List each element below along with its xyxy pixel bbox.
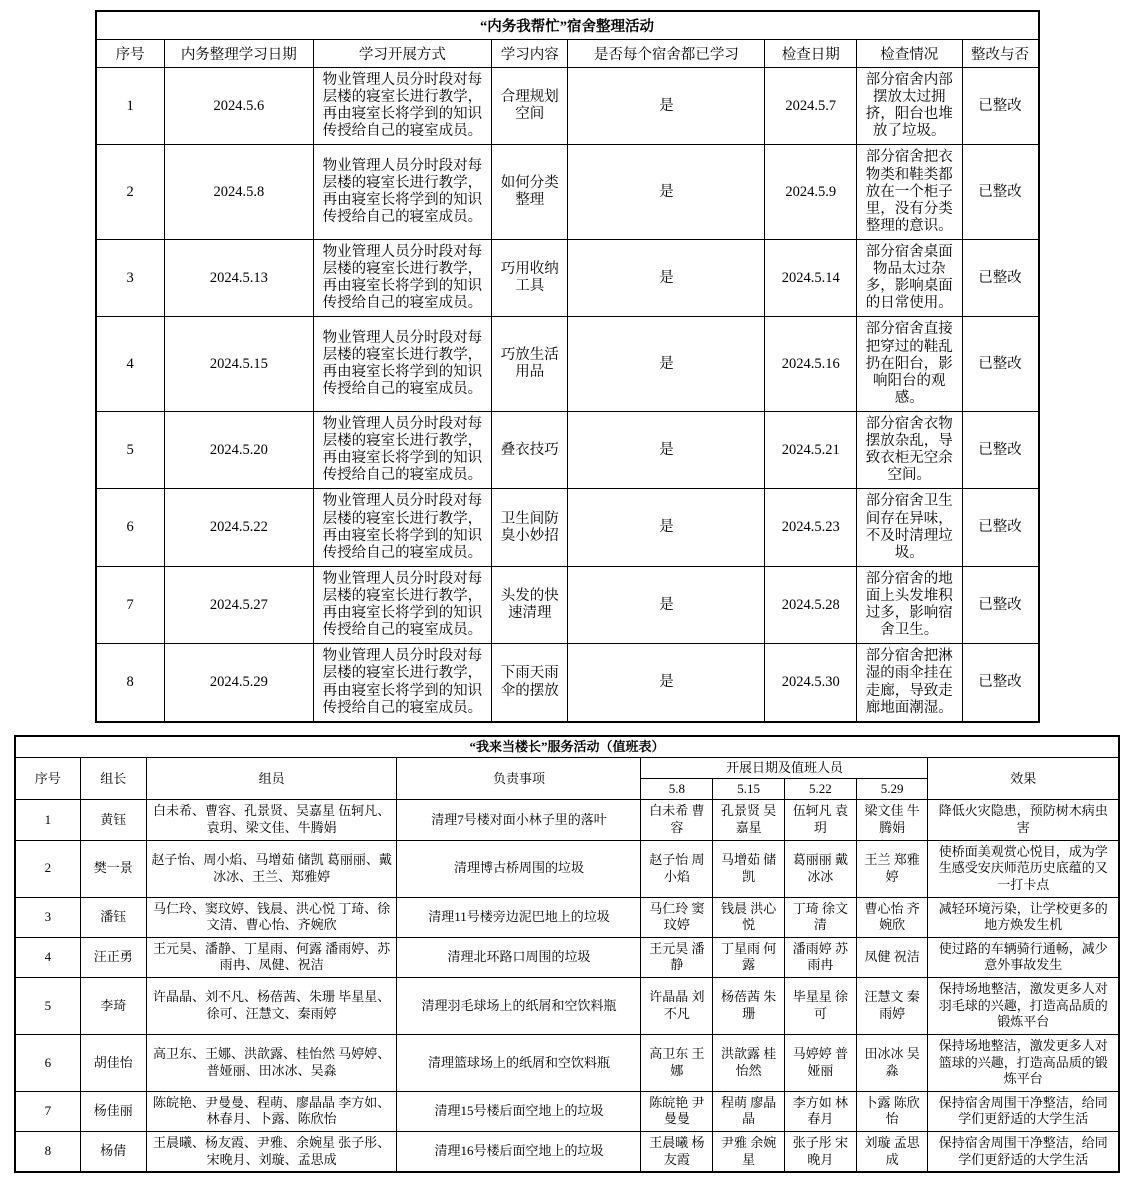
- table-row: [15, 1034, 1119, 1091]
- cell-duty-date-3: 丁琦 徐文清: [784, 897, 856, 937]
- cell-check-date: 2024.5.28: [765, 566, 856, 643]
- cell-content: 巧放生活用品: [492, 317, 568, 412]
- cell-duty-date-4: 曹心怡 齐婉欣: [856, 897, 928, 937]
- cell-rectified: 已整改: [962, 68, 1038, 145]
- cell-duty-date-1: 高卫东 王娜: [641, 1034, 713, 1091]
- cell-study-date: 2024.5.6: [164, 68, 313, 145]
- cell-members: 高卫东、王娜、洪歆露、桂怡然 马婷婷、普娅丽、田冰冰、吴淼: [146, 1034, 397, 1091]
- cell-leader: 杨倩: [80, 1132, 146, 1173]
- cell-content: 卫生间防臭小妙招: [492, 489, 568, 566]
- table-row: [96, 145, 1039, 240]
- cell-method: 物业管理人员分时段对每层楼的寝室长进行教学，再由寝室长将学到的知识传授给自己的寝室成员。: [313, 239, 491, 316]
- cell-rectified: 已整改: [962, 644, 1038, 722]
- cell-effect: 保持场地整洁，激发更多人对羽毛球的兴趣，打造高品质的锻炼平台: [928, 978, 1119, 1035]
- cell-no: 4: [96, 317, 165, 412]
- table-row: [15, 1091, 1119, 1131]
- cell-duty-date-4: 卜露 陈欣怡: [856, 1091, 928, 1131]
- header-duty: 负责事项: [397, 757, 641, 800]
- cell-rectified: 已整改: [962, 411, 1038, 488]
- cell-duty: 清理篮球场上的纸屑和空饮料瓶: [397, 1034, 641, 1091]
- cell-leader: 李琦: [80, 978, 146, 1035]
- cell-no: 4: [15, 937, 80, 977]
- cell-leader: 樊一景: [80, 840, 146, 897]
- header-no: 序号: [96, 40, 165, 68]
- cell-no: 1: [15, 800, 80, 840]
- cell-no: 5: [96, 411, 165, 488]
- table2-header-row-1: [15, 757, 1119, 778]
- cell-all-learned: 是: [568, 68, 765, 145]
- cell-check-result: 部分宿舍直接把穿过的鞋乱扔在阳台，影响阳台的观感。: [856, 317, 962, 412]
- cell-duty-date-4: 王兰 郑雅婷: [856, 840, 928, 897]
- table2-title: “我来当楼长”服务活动（值班表）: [15, 736, 1119, 758]
- cell-check-result: 部分宿舍衣物摆放杂乱，导致衣柜无空余空间。: [856, 411, 962, 488]
- cell-leader: 杨佳丽: [80, 1091, 146, 1131]
- cell-duty-date-2: 尹雅 余婉星: [713, 1132, 785, 1173]
- cell-members: 王元昊、潘静、丁星雨、何露 潘雨婷、苏雨冉、凤健、祝洁: [146, 937, 397, 977]
- cell-check-date: 2024.5.16: [765, 317, 856, 412]
- header-date-5-22: 5.22: [784, 779, 856, 800]
- cell-effect: 保持宿舍周围干净整洁，给同学们更舒适的大学生活: [928, 1132, 1119, 1173]
- table2-title-row: [15, 736, 1119, 758]
- table-row: [15, 1132, 1119, 1173]
- table-row: [96, 566, 1039, 643]
- cell-duty-date-4: 汪慧文 秦雨婷: [856, 978, 928, 1035]
- cell-check-result: 部分宿舍桌面物品太过杂多，影响桌面的日常使用。: [856, 239, 962, 316]
- cell-duty-date-3: 张子彤 宋晚月: [784, 1132, 856, 1173]
- header-check-result: 检查情况: [856, 40, 962, 68]
- cell-no: 2: [15, 840, 80, 897]
- cell-all-learned: 是: [568, 644, 765, 722]
- cell-content: 巧用收纳工具: [492, 239, 568, 316]
- cell-duty-date-2: 洪歆露 桂怡然: [713, 1034, 785, 1091]
- cell-method: 物业管理人员分时段对每层楼的寝室长进行教学，再由寝室长将学到的知识传授给自己的寝室成员。: [313, 411, 491, 488]
- cell-duty-date-4: 梁文佳 牛腾娟: [856, 800, 928, 840]
- header-no: 序号: [15, 757, 80, 800]
- cell-check-result: 部分宿舍把淋湿的雨伞挂在走廊，导致走廊地面潮湿。: [856, 644, 962, 722]
- cell-no: 7: [96, 566, 165, 643]
- table-row: [15, 937, 1119, 977]
- cell-duty-date-4: 田冰冰 吴淼: [856, 1034, 928, 1091]
- cell-content: 下雨天雨伞的摆放: [492, 644, 568, 722]
- table-row: [96, 317, 1039, 412]
- cell-rectified: 已整改: [962, 239, 1038, 316]
- table-row: [15, 840, 1119, 897]
- cell-members: 陈皖艳、尹曼曼、程萌、廖晶晶 李方如、林春月、卜露、陈欣怡: [146, 1091, 397, 1131]
- cell-duty: 清理15号楼后面空地上的垃圾: [397, 1091, 641, 1131]
- cell-no: 6: [96, 489, 165, 566]
- cell-duty-date-1: 许晶晶 刘不凡: [641, 978, 713, 1035]
- cell-no: 1: [96, 68, 165, 145]
- cell-duty-date-3: 潘雨婷 苏雨冉: [784, 937, 856, 977]
- cell-rectified: 已整改: [962, 145, 1038, 240]
- cell-method: 物业管理人员分时段对每层楼的寝室长进行教学，再由寝室长将学到的知识传授给自己的寝室成员。: [313, 68, 491, 145]
- cell-duty-date-3: 李方如 林春月: [784, 1091, 856, 1131]
- cell-duty: 清理11号楼旁边泥巴地上的垃圾: [397, 897, 641, 937]
- cell-check-date: 2024.5.7: [765, 68, 856, 145]
- header-effect: 效果: [928, 757, 1119, 800]
- cell-duty-date-2: 钱晨 洪心悦: [713, 897, 785, 937]
- cell-rectified: 已整改: [962, 317, 1038, 412]
- cell-content: 叠衣技巧: [492, 411, 568, 488]
- cell-duty-date-2: 孔景贤 吴嘉星: [713, 800, 785, 840]
- cell-leader: 胡佳怡: [80, 1034, 146, 1091]
- cell-duty-date-2: 杨蓓茜 朱珊: [713, 978, 785, 1035]
- cell-duty: 清理北环路口周围的垃圾: [397, 937, 641, 977]
- cell-duty-date-4: 刘璇 孟思成: [856, 1132, 928, 1173]
- dorm-tidy-activity-table: [95, 10, 1040, 723]
- cell-effect: 降低火灾隐患，预防树木病虫害: [928, 800, 1119, 840]
- cell-members: 白未希、曹容、孔景贤、吴嘉星 伍轲凡、袁玥、梁文佳、牛腾娟: [146, 800, 397, 840]
- header-method: 学习开展方式: [313, 40, 491, 68]
- cell-check-date: 2024.5.21: [765, 411, 856, 488]
- cell-all-learned: 是: [568, 145, 765, 240]
- cell-study-date: 2024.5.15: [164, 317, 313, 412]
- cell-duty-date-3: 毕星星 徐可: [784, 978, 856, 1035]
- cell-method: 物业管理人员分时段对每层楼的寝室长进行教学，再由寝室长将学到的知识传授给自己的寝室成员。: [313, 317, 491, 412]
- floor-leader-duty-table: [14, 735, 1120, 1174]
- cell-leader: 潘钰: [80, 897, 146, 937]
- table1-title: “内务我帮忙”宿舍整理活动: [96, 11, 1039, 40]
- cell-no: 8: [15, 1132, 80, 1173]
- table1-title-row: [96, 11, 1039, 40]
- cell-duty-date-2: 丁星雨 何露: [713, 937, 785, 977]
- header-study-date: 内务整理学习日期: [164, 40, 313, 68]
- cell-all-learned: 是: [568, 317, 765, 412]
- cell-effect: 使过路的车辆骑行通畅，减少意外事故发生: [928, 937, 1119, 977]
- cell-effect: 保持宿舍周围干净整洁，给同学们更舒适的大学生活: [928, 1091, 1119, 1131]
- cell-study-date: 2024.5.13: [164, 239, 313, 316]
- cell-no: 3: [15, 897, 80, 937]
- cell-duty: 清理16号楼后面空地上的垃圾: [397, 1132, 641, 1173]
- header-schedule-group: 开展日期及值班人员: [641, 757, 928, 778]
- cell-duty-date-1: 赵子怡 周小焰: [641, 840, 713, 897]
- cell-method: 物业管理人员分时段对每层楼的寝室长进行教学，再由寝室长将学到的知识传授给自己的寝室成员。: [313, 145, 491, 240]
- cell-method: 物业管理人员分时段对每层楼的寝室长进行教学，再由寝室长将学到的知识传授给自己的寝室成员。: [313, 489, 491, 566]
- cell-all-learned: 是: [568, 411, 765, 488]
- table-row: [15, 897, 1119, 937]
- header-members: 组员: [146, 757, 397, 800]
- table1-header-row: [96, 40, 1039, 68]
- cell-no: 2: [96, 145, 165, 240]
- header-date-5-8: 5.8: [641, 779, 713, 800]
- cell-no: 6: [15, 1034, 80, 1091]
- cell-rectified: 已整改: [962, 489, 1038, 566]
- cell-no: 8: [96, 644, 165, 722]
- cell-leader: 黄钰: [80, 800, 146, 840]
- cell-duty-date-2: 马增茹 储凯: [713, 840, 785, 897]
- cell-members: 马仁玲、窦玟婷、钱晨、洪心悦 丁琦、徐文清、曹心怡、齐婉欣: [146, 897, 397, 937]
- cell-check-result: 部分宿舍卫生间存在异味，不及时清理垃圾。: [856, 489, 962, 566]
- header-leader: 组长: [80, 757, 146, 800]
- cell-check-date: 2024.5.14: [765, 239, 856, 316]
- cell-check-date: 2024.5.23: [765, 489, 856, 566]
- cell-duty: 清理7号楼对面小林子里的落叶: [397, 800, 641, 840]
- table-row: [15, 978, 1119, 1035]
- cell-check-result: 部分宿舍内部摆放太过拥挤，阳台也堆放了垃圾。: [856, 68, 962, 145]
- header-date-5-29: 5.29: [856, 779, 928, 800]
- cell-effect: 减轻环境污染，让学校更多的地方焕发生机: [928, 897, 1119, 937]
- table-row: [96, 239, 1039, 316]
- table-row: [96, 411, 1039, 488]
- cell-duty-date-1: 王元昊 潘静: [641, 937, 713, 977]
- table-row: [96, 489, 1039, 566]
- cell-all-learned: 是: [568, 489, 765, 566]
- cell-effect: 使桥面美观赏心悦目，成为学生感受安庆师范历史底蕴的又一打卡点: [928, 840, 1119, 897]
- cell-study-date: 2024.5.29: [164, 644, 313, 722]
- table-row: [96, 644, 1039, 722]
- cell-check-date: 2024.5.30: [765, 644, 856, 722]
- cell-all-learned: 是: [568, 566, 765, 643]
- header-date-5-15: 5.15: [713, 779, 785, 800]
- cell-study-date: 2024.5.22: [164, 489, 313, 566]
- cell-study-date: 2024.5.20: [164, 411, 313, 488]
- cell-duty-date-1: 白未希 曹容: [641, 800, 713, 840]
- cell-members: 赵子怡、周小焰、马增茹 储凯 葛丽丽、戴冰冰、王兰、郑雅婷: [146, 840, 397, 897]
- cell-duty-date-3: 马婷婷 普娅丽: [784, 1034, 856, 1091]
- cell-all-learned: 是: [568, 239, 765, 316]
- cell-members: 王晨曦、杨友霞、尹雅、余婉星 张子彤、宋晚月、刘璇、孟思成: [146, 1132, 397, 1173]
- cell-duty-date-1: 王晨曦 杨友霞: [641, 1132, 713, 1173]
- cell-duty-date-3: 葛丽丽 戴冰冰: [784, 840, 856, 897]
- cell-no: 7: [15, 1091, 80, 1131]
- table-row: [96, 68, 1039, 145]
- cell-duty-date-2: 程萌 廖晶晶: [713, 1091, 785, 1131]
- cell-rectified: 已整改: [962, 566, 1038, 643]
- cell-duty: 清理博古桥周围的垃圾: [397, 840, 641, 897]
- table-row: [15, 800, 1119, 840]
- cell-members: 许晶晶、刘不凡、杨蓓茜、朱珊 毕星星、徐可、汪慧文、秦雨婷: [146, 978, 397, 1035]
- cell-study-date: 2024.5.27: [164, 566, 313, 643]
- header-check-date: 检查日期: [765, 40, 856, 68]
- cell-duty-date-1: 陈皖艳 尹曼曼: [641, 1091, 713, 1131]
- header-all-learned: 是否每个宿舍都已学习: [568, 40, 765, 68]
- cell-check-result: 部分宿舍的地面上头发堆积过多，影响宿舍卫生。: [856, 566, 962, 643]
- header-content: 学习内容: [492, 40, 568, 68]
- cell-check-result: 部分宿舍把衣物类和鞋类都放在一个柜子里，没有分类整理的意识。: [856, 145, 962, 240]
- cell-content: 合理规划空间: [492, 68, 568, 145]
- table2-body: [15, 800, 1119, 1172]
- cell-duty-date-4: 凤健 祝洁: [856, 937, 928, 977]
- cell-no: 5: [15, 978, 80, 1035]
- cell-study-date: 2024.5.8: [164, 145, 313, 240]
- cell-no: 3: [96, 239, 165, 316]
- cell-duty: 清理羽毛球场上的纸屑和空饮料瓶: [397, 978, 641, 1035]
- cell-method: 物业管理人员分时段对每层楼的寝室长进行教学，再由寝室长将学到的知识传授给自己的寝室成员。: [313, 566, 491, 643]
- cell-duty-date-3: 伍轲凡 袁玥: [784, 800, 856, 840]
- cell-content: 如何分类整理: [492, 145, 568, 240]
- cell-check-date: 2024.5.9: [765, 145, 856, 240]
- cell-duty-date-1: 马仁玲 窦玟婷: [641, 897, 713, 937]
- cell-leader: 汪正勇: [80, 937, 146, 977]
- cell-effect: 保持场地整洁，激发更多人对篮球的兴趣，打造高品质的锻炼平台: [928, 1034, 1119, 1091]
- header-rectified: 整改与否: [962, 40, 1038, 68]
- cell-content: 头发的快速清理: [492, 566, 568, 643]
- cell-method: 物业管理人员分时段对每层楼的寝室长进行教学，再由寝室长将学到的知识传授给自己的寝室成员。: [313, 644, 491, 722]
- table1-body: [96, 68, 1039, 722]
